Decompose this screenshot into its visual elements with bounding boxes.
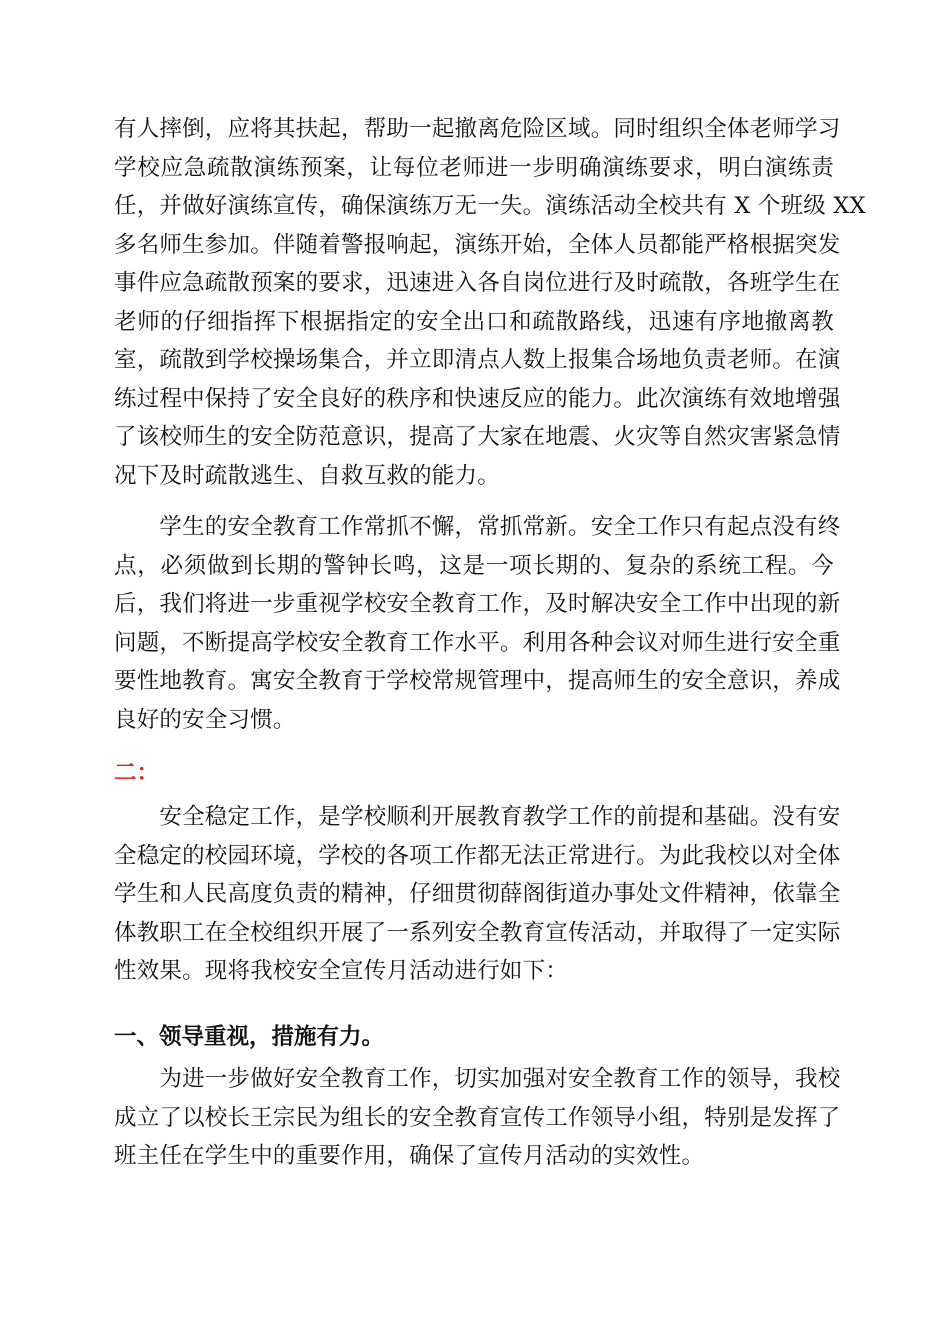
text-line: 安全稳定工作，是学校顺利开展教育教学工作的前提和基础。没有安: [114, 804, 841, 830]
text-line: 为进一步做好安全教育工作，切实加强对安全教育工作的领导，我校: [114, 1066, 841, 1092]
text-line: 班主任在学生中的重要作用，确保了宣传月活动的实效性。: [114, 1143, 705, 1169]
text-line: 多名师生参加。伴随着警报响起，演练开始，全体人员都能严格根据突发: [114, 231, 841, 258]
text-line: 问题，不断提高学校安全教育工作水平。利用各种会议对师生进行安全重: [114, 629, 841, 656]
text-line: 成立了以校长王宗民为组长的安全教育宣传工作领导小组，特别是发挥了: [114, 1104, 841, 1131]
text-line: 了该校师生的安全防范意识，提高了大家在地震、火灾等自然灾害紧急情: [114, 424, 841, 450]
text-line: 后，我们将进一步重视学校安全教育工作，及时解决安全工作中出现的新: [114, 591, 841, 617]
text-line: 有人摔倒，应将其扶起，帮助一起撤离危险区域。同时组织全体老师学习: [114, 116, 841, 142]
text-line: 老师的仔细指挥下根据指定的安全出口和疏散路线，迅速有序地撤离教: [114, 308, 834, 335]
text-line: 事件应急疏散预案的要求，迅速进入各自岗位进行及时疏散，各班学生在: [114, 270, 841, 296]
text-line: 要性地教育。寓安全教育于学校常规管理中，提高师生的安全意识，养成: [114, 668, 841, 694]
text-line: 全稳定的校园环境，学校的各项工作都无法正常进行。为此我校以对全体: [114, 842, 841, 869]
text-line: 室，疏散到学校操场集合，并立即清点人数上报集合场地负责老师。在演: [114, 347, 841, 373]
text-line: 学校应急疏散演练预案，让每位老师进一步明确演练要求，明白演练责: [114, 154, 834, 181]
text-line: 性效果。现将我校安全宣传月活动进行如下：: [114, 958, 569, 984]
text-line: 学生和人民高度负责的精神，仔细贯彻薛阁街道办事处文件精神，依靠全: [114, 881, 841, 907]
paragraph-evacuation-drill: [114, 110, 866, 495]
text-line: 学生的安全教育工作常抓不懈，常抓常新。安全工作只有起点没有终: [114, 514, 841, 540]
text-line: 任，并做好演练宣传，确保演练万无一失。演练活动全校共有 X 个班级 XX: [114, 193, 866, 219]
text-line: 练过程中保持了安全良好的秩序和快速反应的能力。此次演练有效地增强: [114, 385, 841, 412]
text-line: 良好的安全习惯。: [114, 706, 296, 733]
section-heading-two: 二：: [114, 760, 160, 786]
section-heading-leadership: 一、领导重视，措施有力。: [114, 1024, 385, 1050]
paragraph-leadership-group: [114, 1060, 841, 1176]
paragraph-safety-stability: [114, 798, 841, 991]
text-line: 况下及时疏散逃生、自救互救的能力。: [114, 462, 500, 489]
paragraph-safety-education: [114, 508, 841, 739]
text-line: 体教职工在全校组织开展了一系列安全教育宣传活动，并取得了一定实际: [114, 919, 841, 946]
text-line: 点，必须做到长期的警钟长鸣，这是一项长期的、复杂的系统工程。今: [114, 552, 834, 579]
